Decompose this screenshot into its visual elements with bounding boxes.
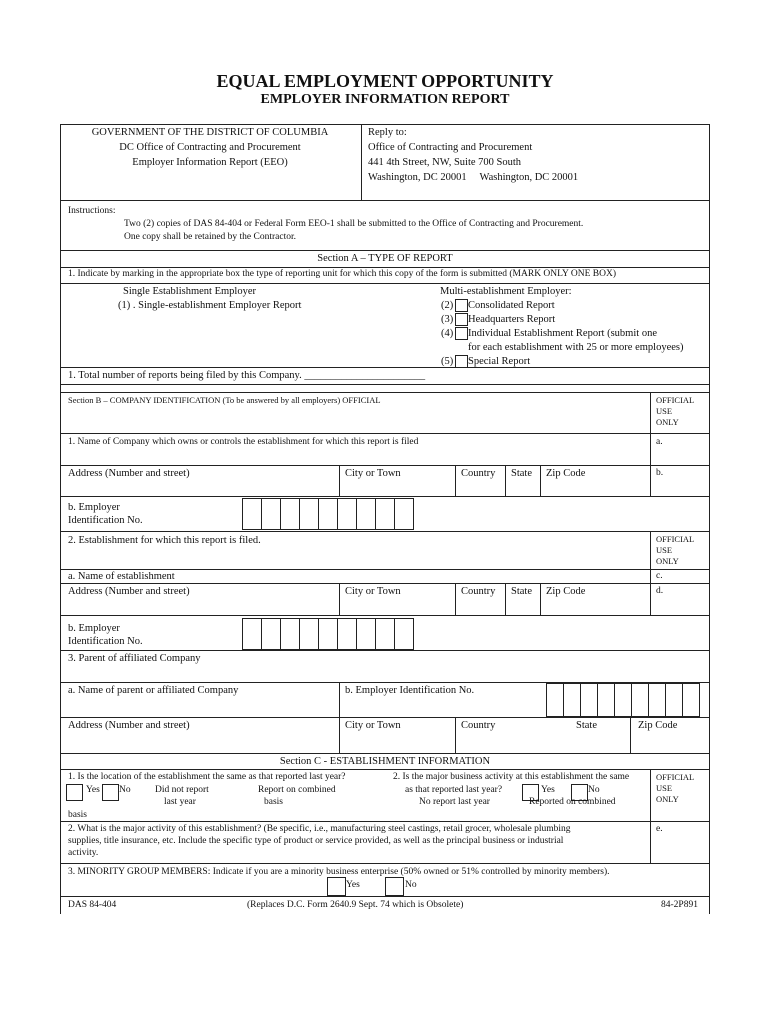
parent-country-field[interactable]: Country	[461, 720, 496, 731]
section-c-q2a: 2. Is the major business activity at this establishment the same	[393, 772, 630, 782]
rule	[60, 583, 710, 584]
rule	[60, 753, 710, 754]
single-item: (1) . Single-establishment Employer Report	[118, 300, 302, 311]
rule	[60, 124, 710, 125]
official-b3: ONLY	[656, 417, 679, 427]
official-c2: USE	[656, 783, 673, 793]
parent-ein-digit-6[interactable]	[631, 683, 649, 717]
rule	[650, 769, 651, 863]
section-c-title: Section C - ESTABLISHMENT INFORMATION	[279, 756, 491, 767]
section-c-q3: 3. MINORITY GROUP MEMBERS: Indicate if you are a minority business enterprise (50% owned or 51% controlled by minority members).	[68, 867, 610, 877]
footer-replaces: (Replaces D.C. Form 2640.9 Sept. 74 which is Obsolete)	[247, 900, 464, 910]
ein-digit-1[interactable]	[242, 498, 262, 530]
opt2-label: Consolidated Report	[468, 300, 555, 311]
instructions-line1: Two (2) copies of DAS 84-404 or Federal Form EEO-1 shall be submitted to the Office of Contracting and Procurement.	[124, 219, 584, 229]
rule	[60, 392, 710, 393]
official-d: d.	[656, 586, 664, 596]
activity-line1: 2. What is the major activity of this establishment? (Be specific, i.e., manufacturing steel castings, retail grocer, wholesale plumbing	[68, 824, 571, 834]
ein-digit-7[interactable]	[356, 498, 376, 530]
agency-line1: GOVERNMENT OF THE DISTRICT OF COLUMBIA	[91, 127, 329, 138]
rule	[60, 367, 710, 368]
ein-digit-9[interactable]	[394, 498, 414, 530]
parent-zip-field[interactable]: Zip Code	[638, 720, 678, 731]
official-a: a.	[656, 437, 663, 447]
rule	[455, 717, 456, 753]
official-c: c.	[656, 571, 663, 581]
est-ein-label-2: Identification No.	[68, 636, 143, 647]
single-title: Single Establishment Employer	[123, 286, 256, 297]
official-b5: USE	[656, 545, 673, 555]
opt5-num: (5)	[441, 356, 454, 367]
est-ein-digit-4[interactable]	[299, 618, 319, 650]
form-subtitle: EMPLOYER INFORMATION REPORT	[260, 92, 510, 107]
rule	[339, 465, 340, 496]
est-ein-digit-9[interactable]	[394, 618, 414, 650]
parent-ein-digit-5[interactable]	[614, 683, 632, 717]
parent-ein-digit-8[interactable]	[665, 683, 683, 717]
q1-didnot-2: last year	[164, 797, 196, 807]
parent-ein-digit-7[interactable]	[648, 683, 666, 717]
q3-yes-label: Yes	[346, 880, 360, 890]
est-ein-label-1: b. Employer	[68, 623, 120, 634]
agency-line3: Employer Information Report (EEO)	[132, 157, 288, 168]
multi-title: Multi-establishment Employer:	[440, 286, 572, 297]
rule	[361, 124, 362, 200]
rule	[540, 583, 541, 615]
official-b4: OFFICIAL	[656, 534, 695, 544]
rule	[60, 384, 710, 385]
rule	[60, 250, 710, 251]
rule	[60, 531, 710, 532]
agency-line2: DC Office of Contracting and Procurement	[119, 142, 301, 153]
parent-name-field[interactable]: a. Name of parent or affiliated Company	[68, 685, 239, 696]
est-ein-digit-8[interactable]	[375, 618, 395, 650]
country-field[interactable]: Country	[461, 468, 496, 479]
rule	[60, 769, 710, 770]
ein-label-2: Identification No.	[68, 515, 143, 526]
opt5-label: Special Report	[468, 356, 531, 367]
parent-ein-digit-1[interactable]	[546, 683, 564, 717]
rule	[505, 465, 506, 496]
rule	[60, 896, 710, 897]
est-ein-digit-3[interactable]	[280, 618, 300, 650]
opt2-num: (2)	[441, 300, 454, 311]
ein-digit-3[interactable]	[280, 498, 300, 530]
est-state-field[interactable]: State	[511, 586, 532, 597]
parent-address-field[interactable]: Address (Number and street)	[68, 720, 190, 731]
parent-ein-label: b. Employer Identification No.	[345, 685, 475, 696]
reply-line1: Office of Contracting and Procurement	[368, 142, 533, 153]
ein-digit-6[interactable]	[337, 498, 357, 530]
q2-combined: Reported on combined	[529, 797, 616, 807]
state-field[interactable]: State	[511, 468, 532, 479]
parent-ein-digit-2[interactable]	[563, 683, 581, 717]
q1-no-checkbox[interactable]	[102, 784, 119, 801]
total-reports-field[interactable]: 1. Total number of reports being filed by this Company. _______________________	[68, 370, 426, 381]
instructions-label: Instructions:	[68, 206, 116, 216]
rule	[540, 465, 541, 496]
q1-combined-1: Report on combined	[258, 785, 336, 795]
rule	[630, 717, 631, 753]
frame-left	[60, 124, 61, 914]
rule	[455, 465, 456, 496]
q1-didnot-1: Did not report	[155, 785, 209, 795]
opt3-label: Headquarters Report	[468, 314, 556, 325]
ein-digit-5[interactable]	[318, 498, 338, 530]
rule	[60, 267, 710, 268]
reply-label: Reply to:	[368, 127, 407, 138]
opt4-label-a: Individual Establishment Report (submit one	[468, 328, 657, 339]
q3-yes-checkbox[interactable]	[327, 877, 346, 896]
rule	[60, 650, 710, 651]
opt4-checkbox[interactable]	[455, 327, 468, 340]
opt4-num: (4)	[441, 328, 454, 339]
city-field[interactable]: City or Town	[345, 468, 401, 479]
rule	[60, 200, 710, 201]
est-ein-digit-1[interactable]	[242, 618, 262, 650]
reply-line3: Washington, DC 20001 Washington, DC 20001	[368, 172, 579, 183]
parent-ein-digit-9[interactable]	[682, 683, 700, 717]
est-ein-digit-7[interactable]	[356, 618, 376, 650]
address-field[interactable]: Address (Number and street)	[68, 468, 190, 479]
official-b6: ONLY	[656, 556, 679, 566]
official-b: b.	[656, 468, 664, 478]
q2-yes-label: Yes	[541, 785, 555, 795]
rule	[60, 465, 710, 466]
opt4-label-b: for each establishment with 25 or more employees)	[468, 342, 684, 353]
footer-code: 84-2P891	[661, 900, 698, 910]
q1-basis: basis	[68, 810, 87, 820]
rule	[60, 433, 710, 434]
est-city-field[interactable]: City or Town	[345, 586, 401, 597]
ein-label-1: b. Employer	[68, 502, 120, 513]
official-b2: USE	[656, 406, 673, 416]
est-ein-digit-6[interactable]	[337, 618, 357, 650]
rule	[60, 615, 710, 616]
frame-right	[709, 124, 710, 914]
section-c-q1: 1. Is the location of the establishment the same as that reported last year?	[68, 772, 346, 782]
instructions-line2: One copy shall be retained by the Contractor.	[124, 232, 297, 242]
q1-combined-2: basis	[264, 797, 283, 807]
section-b-q2: 2. Establishment for which this report is filed.	[68, 535, 261, 546]
official-b1: OFFICIAL	[656, 395, 695, 405]
rule	[60, 569, 710, 570]
official-c1: OFFICIAL	[656, 772, 695, 782]
official-c3: ONLY	[656, 794, 679, 804]
q3-no-label: No	[405, 880, 417, 890]
q2-noreport: No report last year	[419, 797, 490, 807]
parent-ein-digit-4[interactable]	[597, 683, 615, 717]
ein-digit-8[interactable]	[375, 498, 395, 530]
parent-ein-digit-3[interactable]	[580, 683, 598, 717]
opt2-checkbox[interactable]	[455, 299, 468, 312]
rule	[60, 283, 710, 284]
opt3-checkbox[interactable]	[455, 313, 468, 326]
section-b-title: Section B – COMPANY IDENTIFICATION (To be answered by all employers) OFFICIAL	[68, 395, 381, 405]
q1-yes-checkbox[interactable]	[66, 784, 83, 801]
section-a-title: Section A – TYPE OF REPORT	[317, 253, 453, 264]
reply-line2: 441 4th Street, NW, Suite 700 South	[368, 157, 522, 168]
activity-line2: supplies, title insurance, etc. Include the specific type of product or service provided, as well as the principal business or industrial	[68, 836, 564, 846]
ein-digit-4[interactable]	[299, 498, 319, 530]
rule	[505, 583, 506, 615]
rule	[60, 863, 710, 864]
activity-line3: activity.	[68, 848, 99, 858]
q1-yes-label: Yes	[86, 785, 100, 795]
form-title: EQUAL EMPLOYMENT OPPORTUNITY	[216, 71, 554, 91]
footer-form-number: DAS 84-404	[68, 900, 117, 910]
rule	[60, 496, 710, 497]
section-a-q1: 1. Indicate by marking in the appropriate box the type of reporting unit for which this copy of the form is submitted (MARK ONLY ONE BOX)	[68, 269, 617, 279]
est-address-field[interactable]: Address (Number and street)	[68, 586, 190, 597]
q2-no-label: No	[588, 785, 600, 795]
q3-no-checkbox[interactable]	[385, 877, 404, 896]
parent-city-field[interactable]: City or Town	[345, 720, 401, 731]
rule	[455, 583, 456, 615]
est-ein-digit-2[interactable]	[261, 618, 281, 650]
section-b-q3: 3. Parent of affiliated Company	[68, 653, 201, 664]
rule	[650, 531, 651, 615]
parent-state-field[interactable]: State	[576, 720, 597, 731]
rule	[60, 821, 710, 822]
company-name-field[interactable]: 1. Name of Company which owns or controls the establishment for which this report is filed	[68, 437, 419, 447]
est-country-field[interactable]: Country	[461, 586, 496, 597]
rule	[60, 717, 710, 718]
establishment-name-field[interactable]: a. Name of establishment	[68, 571, 175, 582]
zip-field[interactable]: Zip Code	[546, 468, 586, 479]
ein-digit-2[interactable]	[261, 498, 281, 530]
rule	[650, 392, 651, 496]
est-ein-digit-5[interactable]	[318, 618, 338, 650]
opt3-num: (3)	[441, 314, 454, 325]
est-zip-field[interactable]: Zip Code	[546, 586, 586, 597]
q1-no-label: No	[119, 785, 131, 795]
rule	[339, 583, 340, 615]
section-c-q2b: as that reported last year?	[405, 785, 503, 795]
official-e: e.	[656, 824, 663, 834]
